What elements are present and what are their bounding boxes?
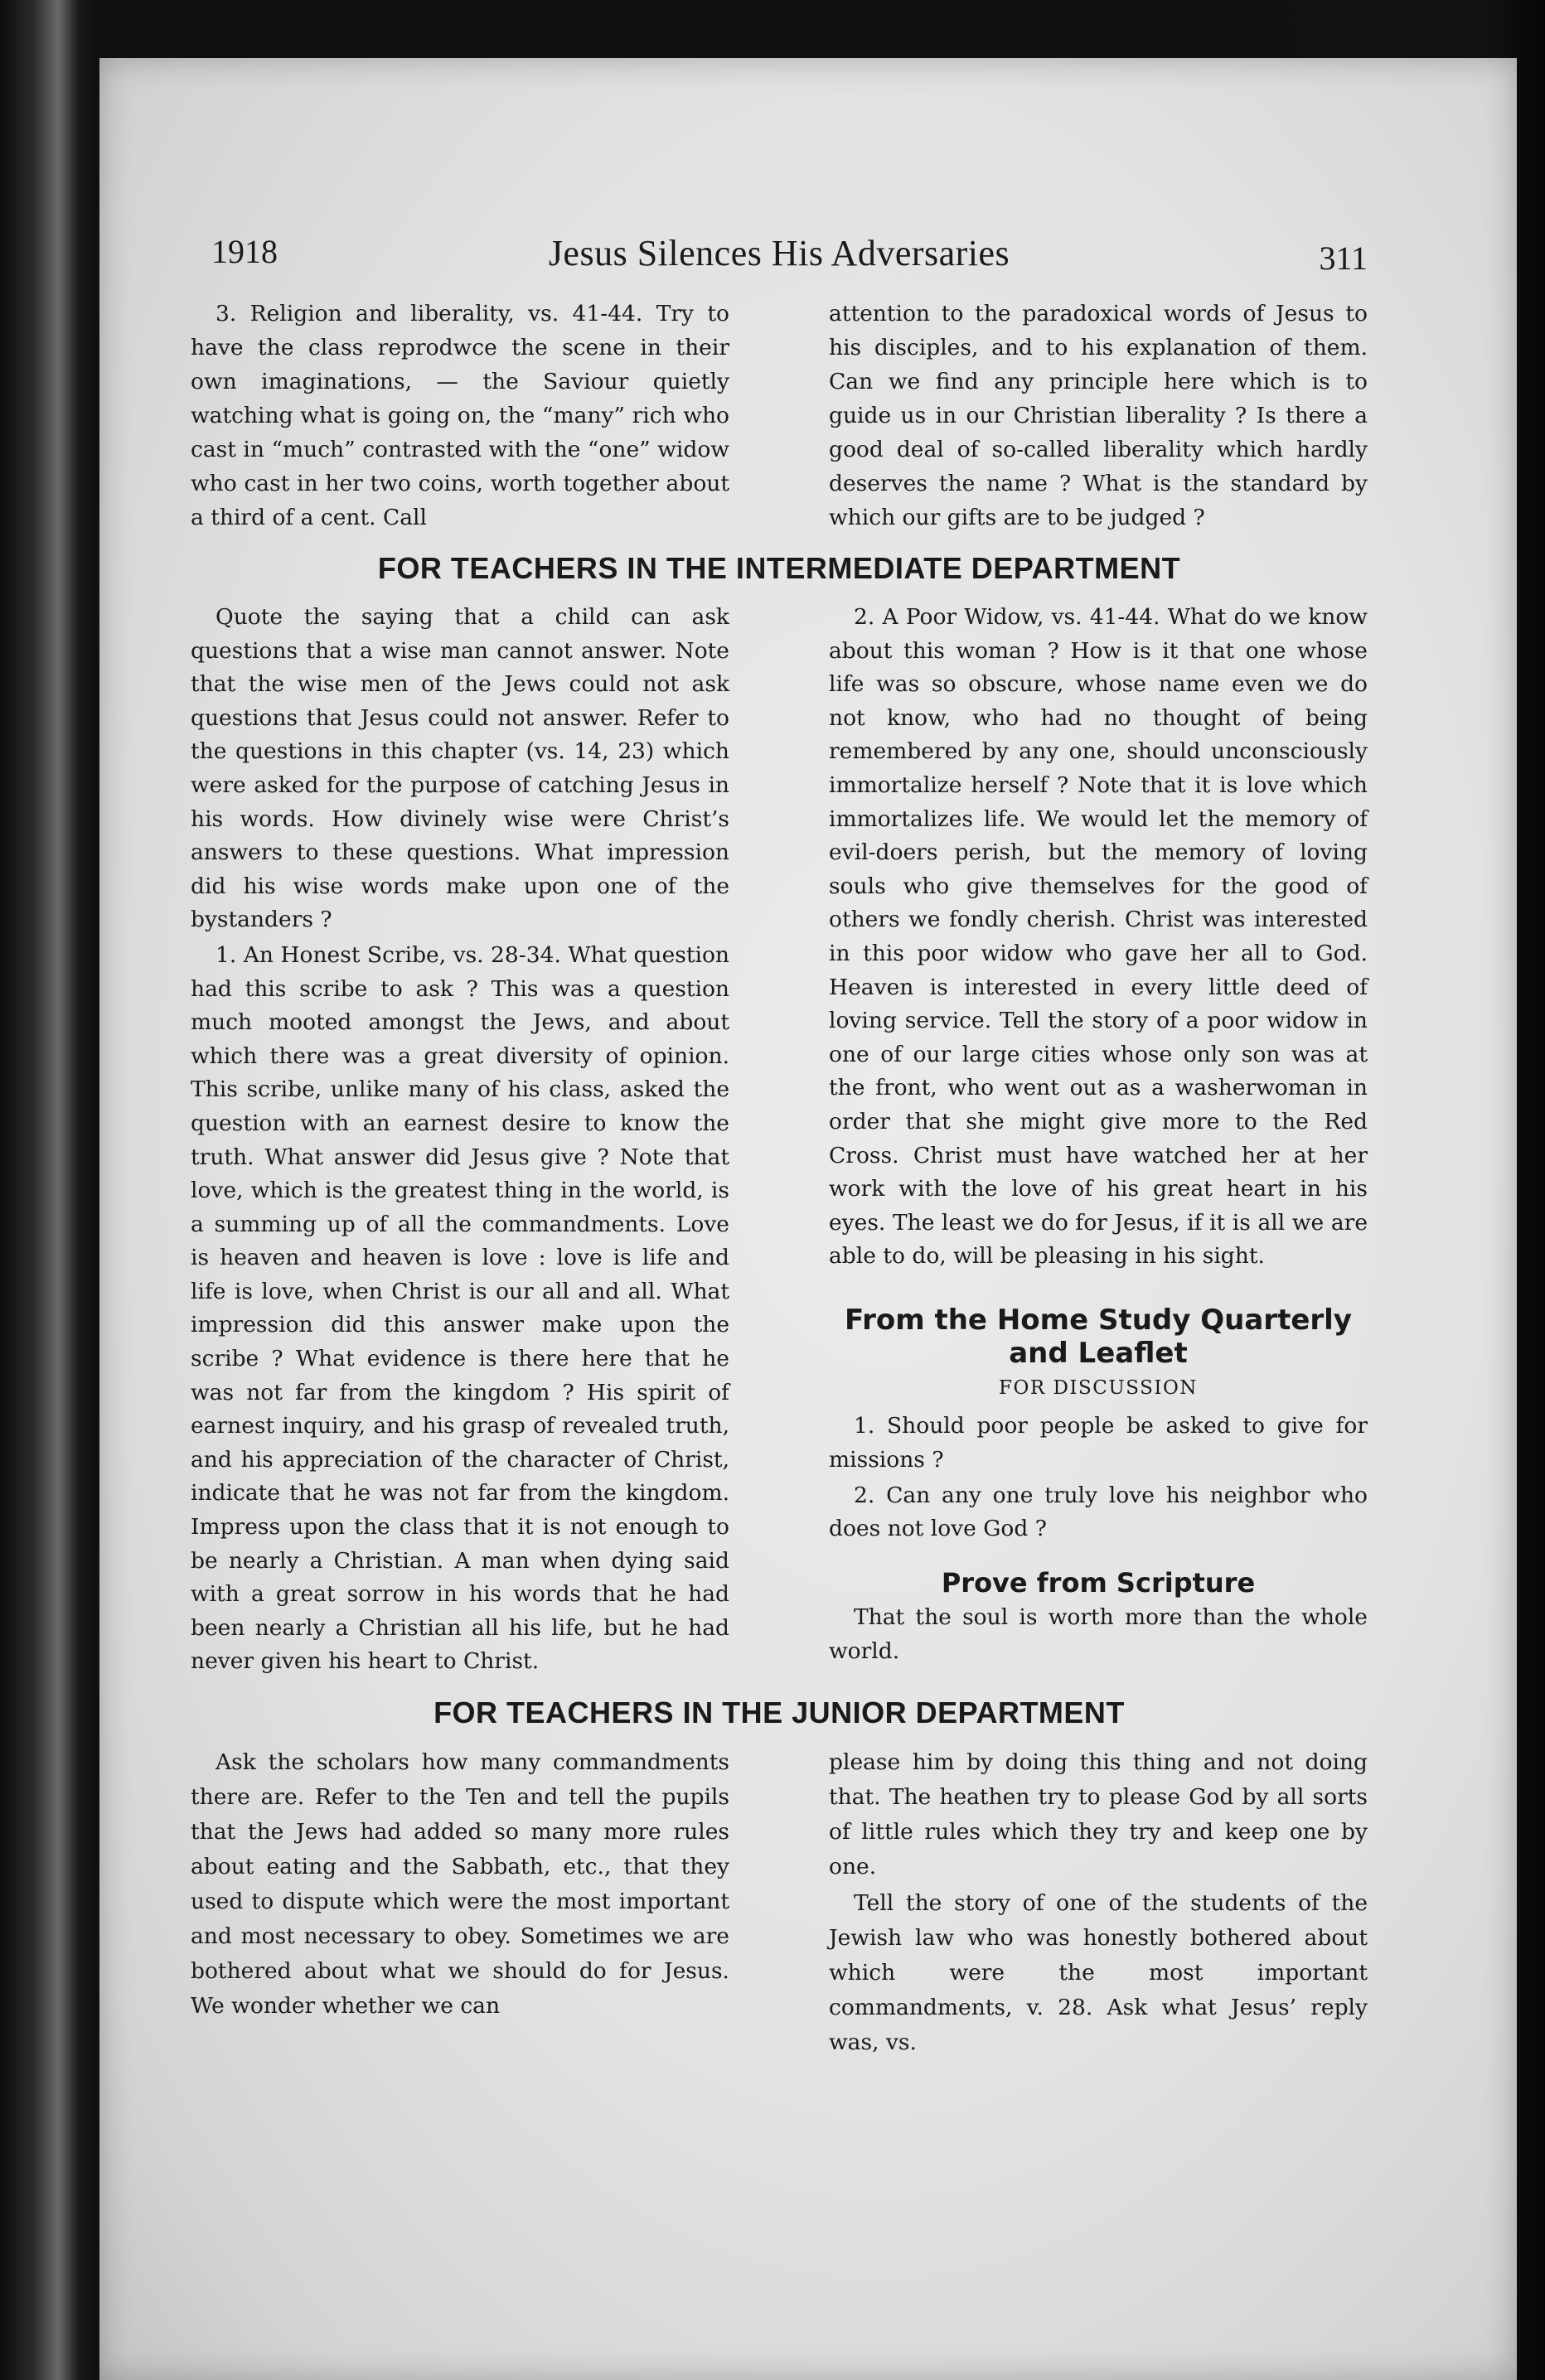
page-content xyxy=(191,232,1368,2060)
junior-heading: FOR TEACHERS IN THE JUNIOR DEPARTMENT xyxy=(433,1696,1125,1729)
intro-right-text: attention to the paradoxical words of Jesus to his disciples, and to his explanation of them. Can we find any principle here which is to guide us in our Christian liberality ? Is there a good deal of so-called liberality which hardly deserves the name ? What is the standard by which our gifts are to be judged ? xyxy=(829,301,1368,530)
junior-paragraph: please him by doing this thing and not doing that. The heathen try to please God by all sorts of little rules which they try and keep one by one. xyxy=(829,1749,1368,1879)
junior-section xyxy=(191,1745,1368,2060)
intermediate-section xyxy=(191,601,1368,1679)
intro-left-text: 3. Religion and liberality, vs. 41-44. Try to have the class reprodwce the scene in their own imaginations, — the Saviour quietly watching what is going on, the “many” rich who cast in “much” contrasted with the “one” widow who cast in her two coins, worth together about a third of a cent. Call xyxy=(191,301,729,530)
running-head-year: 1918 xyxy=(211,233,278,270)
intro-section xyxy=(191,297,1368,535)
running-head xyxy=(191,232,1368,282)
book-page xyxy=(99,58,1517,2380)
discussion-item: 2. Can any one truly love his neighbor who does not love God ? xyxy=(829,1482,1368,1542)
intro-right-column xyxy=(829,297,1368,535)
intro-left-column xyxy=(191,297,729,535)
intermediate-paragraph: 2. A Poor Widow, vs. 41-44. What do we know about this woman ? How is it that one whose life was so obscure, whose name even we do not know, who had no thought of being remembered by any one, should unconsciously immortalize herself ? Note that it is love which immortalizes life. We would let the memory of evil-doers perish, but the memory of loving souls who give themselves for the good of others we fondly cherish. Christ was interested in this poor widow who gave her all to God. Heaven is interested in every little deed of loving service. Tell the story of a poor widow in one of our large cities whose only son was at the front, who went out as a washerwoman in order that she might give more to the Red Cross. Christ must have watched her at her work with the love of his great heart in his eyes. The least we do for Jesus, if it is all we are able to do, will be pleasing in his sight. xyxy=(829,604,1368,1270)
junior-left-column xyxy=(191,1745,729,2060)
junior-paragraph: Ask the scholars how many commandments there are. Refer to the Ten and tell the pupils that the Jews had added so many more rules about eating and the Sabbath, etc., that they used to dispute which were the most important and most necessary to obey. Sometimes we are bothered about what we should do for Jesus. We wonder whether we can xyxy=(191,1749,729,2019)
discussion-item: 1. Should poor people be asked to give for missions ? xyxy=(829,1413,1368,1473)
running-head-title: Jesus Silences His Adversaries xyxy=(548,233,1010,273)
junior-paragraph: Tell the story of one of the students of the Jewish law who was honestly bothered about which were the most important commandments, v. 28. Ask what Jesus’ reply was, vs. xyxy=(829,1890,1368,2055)
junior-right-column xyxy=(829,1745,1368,2060)
page-number: 311 xyxy=(1319,239,1368,277)
prove-text: That the soul is worth more than the whole world. xyxy=(829,1604,1368,1665)
discussion-subheading: FOR DISCUSSION xyxy=(999,1376,1198,1399)
prove-heading: Prove from Scripture xyxy=(941,1566,1256,1599)
intermediate-paragraph: 1. An Honest Scribe, vs. 28-34. What question had this scribe to ask ? This was a question much mooted amongst the Jews, and about which there was a great diversity of opinion. This scribe, unlike many of his class, asked the question with an earnest desire to know the truth. What answer did Jesus give ? Note that love, which is the greatest thing in the world, is a summing up of all the commandments. Love is heaven and heaven is love : love is life and life is love, when Christ is our all and all. What impression did this answer make upon the scribe ? What evidence is there here that he was not far from the kingdom ? His spirit of earnest inquiry, and his grasp of revealed truth, and his appreciation of the character of Christ, indicate that he was not far from the kingdom. Impress upon the class that it is not enough to be nearly a Christian. A man when dying said with a great sorrow in his words that he had been nearly a Christian all his life, but he had never given his heart to Christ. xyxy=(191,941,729,1675)
intermediate-paragraph: Quote the saying that a child can ask questions that a wise man cannot answer. Note that the wise men of the Jews could not ask questions that Jesus could not answer. Refer to the questions in this chapter (vs. 14, 23) which were asked for the purpose of catching Jesus in his words. How divinely wise were Christ’s answers to these questions. What impression did his wise words make upon one of the bystanders ? xyxy=(191,604,729,933)
intermediate-right-column xyxy=(829,601,1368,1679)
home-study-heading: From the Home Study Quarterly and Leaflet xyxy=(845,1303,1352,1370)
intermediate-heading: FOR TEACHERS IN THE INTERMEDIATE DEPARTMENT xyxy=(377,551,1181,585)
intermediate-left-column xyxy=(191,601,729,1679)
